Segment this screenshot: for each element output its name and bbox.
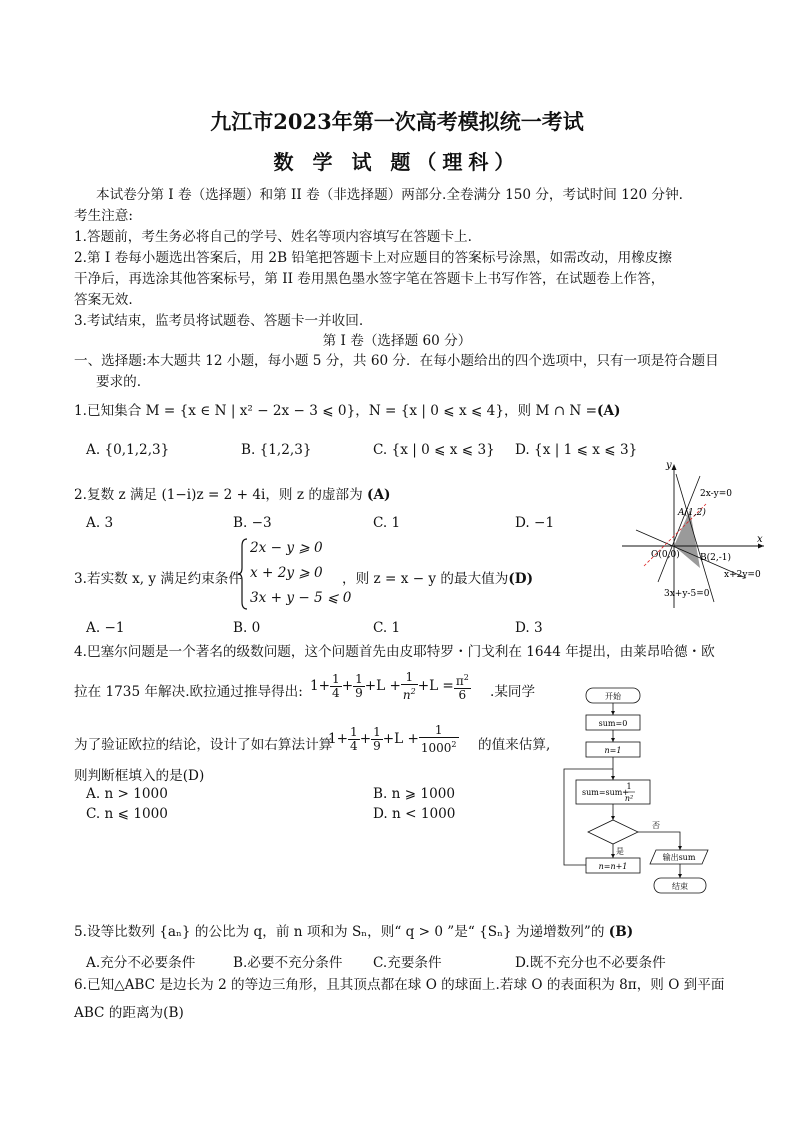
x-axis-label: x: [757, 534, 763, 545]
q4-option-a: A. n > 1000: [86, 786, 168, 802]
feasible-region-graph: [618, 460, 768, 610]
q2-option-b: B. −3: [233, 515, 272, 531]
q2-answer: (A): [367, 487, 391, 503]
q6-line-1: 6.已知△ABC 是边长为 2 的等边三角形，且其顶点都在球 O 的球面上.若球 O 的表面积为 8π，则 O 到平面: [74, 977, 725, 993]
init-sum-label: sum=0: [598, 719, 628, 728]
line-x-2y-label: x+2y=0: [724, 570, 761, 580]
q4-option-b: B. n ⩾ 1000: [373, 786, 456, 802]
q3-stem-post: ，则 z = x − y 的最大值为(D): [342, 571, 534, 587]
q4-option-d: D. n < 1000: [373, 806, 456, 822]
end-label: 结束: [672, 882, 688, 891]
y-axis-label: y: [666, 460, 672, 471]
q3-condition-3: 3x + y − 5 ⩽ 0: [250, 590, 352, 606]
q3-stem-pre: 3.若实数 x, y 满足约束条件: [74, 571, 242, 587]
note-2c: 答案无效.: [74, 292, 133, 308]
section-instructions: 一、选择题:本大题共 12 小题，每小题 5 分，共 60 分．在每小题给出的四个选项中，只有一项是符合题目: [74, 353, 719, 369]
euler-series: 1+ $\frac{1}{4}$ + $\frac{1}{9}$ +L + $\frac{1}{n^2}$ +L = $\frac{\pi^2}{6}$: [310, 669, 469, 702]
q1-option-d: D. {x | 1 ⩽ x ⩽ 3}: [515, 442, 638, 458]
notes-title: 考生注意:: [74, 208, 133, 224]
update-frac-num: 1: [626, 782, 632, 791]
q4-line-4: 则判断框填入的是(D): [74, 768, 205, 784]
q4-sum-expression: 1+ $\frac{1}{4}$ + $\frac{1}{9}$ +L + $\frac{1}{1000^2}$: [328, 722, 457, 755]
origin-label: O(0,0): [651, 550, 680, 560]
q6-line-2: ABC 的距离为(B): [74, 1005, 184, 1021]
algorithm-flowchart: [556, 682, 726, 900]
intro-line: 本试卷分第 I 卷（选择题）和第 II 卷（非选择题）两部分.全卷满分 150 分，考试时间 120 分钟.: [96, 187, 683, 203]
q1-stem: 1.已知集合 M = {x ∈ N | x² − 2x − 3 ⩽ 0}，N = {x | 0 ⩽ x ⩽ 4}，则 M ∩ N =(A): [74, 403, 621, 419]
q1-option-c: C. {x | 0 ⩽ x ⩽ 3}: [373, 442, 495, 458]
q3-option-d: D. 3: [515, 620, 543, 636]
q6-answer: (B): [163, 1005, 184, 1021]
q1-answer: (A): [597, 403, 621, 419]
q4-option-c: C. n ⩽ 1000: [86, 806, 168, 822]
line-3x-y-5-label: 3x+y-5=0: [664, 589, 710, 599]
output-label: 输出sum: [662, 853, 696, 862]
q2-option-d: D. −1: [515, 515, 555, 531]
q3-answer: (D): [508, 571, 534, 587]
condition-diamond: [588, 820, 638, 844]
yes-label: 是: [616, 847, 624, 856]
q5-answer: (B): [608, 924, 634, 940]
q1-option-a: A. {0,1,2,3}: [86, 442, 170, 458]
q3-condition-1: 2x − y ⩾ 0: [250, 540, 323, 556]
q5-stem: 5.设等比数列 {aₙ} 的公比为 q，前 n 项和为 Sₙ，则“ q > 0 ”是“ {Sₙ} 为递增数列”的 (B): [74, 924, 634, 940]
exam-subtitle: 数 学 试 题（理科）: [273, 150, 521, 174]
q4-line-2-post: .某同学: [490, 684, 536, 700]
q4-line-3-post: 的值来估算,: [478, 737, 551, 753]
q3-option-a: A. −1: [86, 620, 125, 636]
q5-option-c: C.充要条件: [373, 955, 442, 971]
q5-option-b: B.必要不充分条件: [233, 955, 343, 971]
point-b-label: B(2,-1): [700, 553, 731, 563]
line-2x-y: [658, 476, 700, 582]
init-n-label: n=1: [604, 746, 622, 755]
q3-option-c: C. 1: [373, 620, 401, 636]
section-heading: 第 I 卷（选择题 60 分）: [322, 333, 472, 349]
line-2x-y-label: 2x-y=0: [700, 489, 733, 499]
point-a-label: A(1,2): [678, 508, 706, 518]
q4-line-1: 4.巴塞尔问题是一个著名的级数问题，这个问题首先由皮耶特罗・门戈利在 1644 年提出，由莱昂哈德・欧: [74, 644, 715, 660]
note-2b: 干净后，再选涂其他答案标号，第 II 卷用黑色墨水签字笔在答题卡上书写作答，在试题卷上作答，: [74, 271, 665, 287]
note-1: 1.答题前，考生务必将自己的学号、姓名等项内容填写在答题卡上.: [74, 229, 472, 245]
q2-stem: 2.复数 z 满足 (1−i)z = 2 + 4i，则 z 的虚部为 (A): [74, 487, 391, 503]
exam-title: 九江市2023年第一次高考模拟统一考试: [210, 109, 584, 134]
q4-line-2-pre: 拉在 1735 年解决.欧拉通过推导得出:: [74, 684, 303, 700]
note-2a: 2.第 I 卷每小题选出答案后，用 2B 铅笔把答题卡上对应题目的答案标号涂黑，如需改动，用橡皮擦: [74, 250, 673, 266]
no-label: 否: [652, 821, 660, 830]
q3-brace: [238, 538, 248, 610]
q4-line-3-pre: 为了验证欧拉的结论，设计了如右算法计算: [74, 737, 333, 753]
note-3: 3.考试结束，监考员将试题卷、答题卡一并收回.: [74, 313, 364, 329]
q3-option-b: B. 0: [233, 620, 261, 636]
start-label: 开始: [605, 692, 621, 701]
q2-option-c: C. 1: [373, 515, 401, 531]
q4-answer: (D): [182, 768, 205, 784]
q3-condition-2: x + 2y ⩾ 0: [250, 565, 323, 581]
update-sum-label: sum=sum+: [582, 788, 630, 797]
q1-option-b: B. {1,2,3}: [241, 442, 312, 458]
q2-option-a: A. 3: [86, 515, 114, 531]
q5-option-d: D.既不充分也不必要条件: [515, 955, 666, 971]
update-frac-den: n²: [624, 794, 634, 803]
q5-option-a: A.充分不必要条件: [86, 955, 196, 971]
section-instructions-2: 要求的.: [96, 374, 142, 390]
increment-label: n=n+1: [598, 862, 628, 871]
